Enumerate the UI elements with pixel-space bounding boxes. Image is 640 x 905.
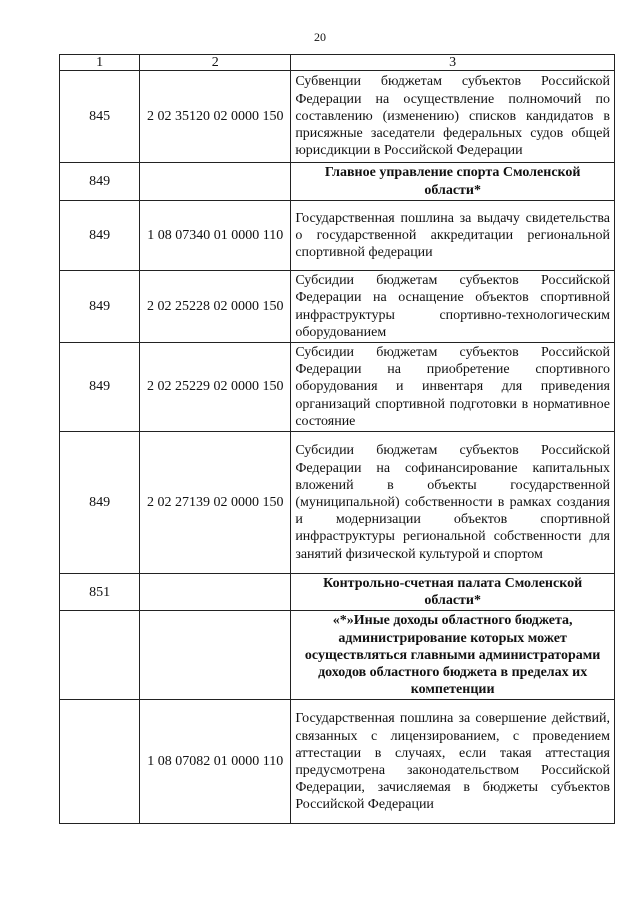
admin-code-cell <box>60 611 140 700</box>
revenue-table <box>59 54 615 824</box>
admin-code-cell: 845 <box>60 71 140 163</box>
footnote-heading-cell: «*»Иные доходы областного бюджета, администрирование которых может осуществляться главными администраторами доходов областного бюджета в пределах их компетенции <box>291 611 615 700</box>
kbk-code-cell: 2 02 35120 02 0000 150 <box>140 71 291 163</box>
kbk-code-cell <box>140 611 291 700</box>
admin-code-cell: 849 <box>60 343 140 432</box>
description-cell: Субсидии бюджетам субъектов Российской Федерации на приобретение спортивного оборудования и инвентаря для приведения организаций спортивной подготовки в нормативное состояние <box>291 343 615 432</box>
table-row <box>60 201 615 271</box>
description-cell: Субвенции бюджетам субъектов Российской Федерации на осуществление полномочий по составлению (изменению) списков кандидатов в присяжные заседатели федеральных судов общей юрисдикции в Российской Федерации <box>291 71 615 163</box>
page-number: 20 <box>314 30 326 44</box>
table-row <box>60 611 615 700</box>
table-row <box>60 271 615 343</box>
kbk-code-cell <box>140 163 291 201</box>
kbk-code-cell: 2 02 25229 02 0000 150 <box>140 343 291 432</box>
kbk-code-cell: 1 08 07340 01 0000 110 <box>140 201 291 271</box>
header-col-2: 2 <box>140 55 291 71</box>
admin-code-cell <box>60 700 140 824</box>
table-row <box>60 163 615 201</box>
description-cell: Государственная пошлина за совершение действий, связанных с лицензированием, с проведением аттестации в случаях, если такая аттестация предусмотрена законодательством Российской Федерации, зачисляемая в бюджеты субъектов Российской Федерации <box>291 700 615 824</box>
header-col-3: 3 <box>291 55 615 71</box>
table-row <box>60 432 615 574</box>
table-row <box>60 574 615 611</box>
admin-code-cell: 849 <box>60 271 140 343</box>
header-col-1: 1 <box>60 55 140 71</box>
admin-code-cell: 849 <box>60 201 140 271</box>
kbk-code-cell: 2 02 25228 02 0000 150 <box>140 271 291 343</box>
kbk-code-cell: 1 08 07082 01 0000 110 <box>140 700 291 824</box>
table-row <box>60 71 615 163</box>
description-cell: Государственная пошлина за выдачу свидетельства о государственной аккредитации региональной спортивной федерации <box>291 201 615 271</box>
kbk-code-cell: 2 02 27139 02 0000 150 <box>140 432 291 574</box>
description-cell: Субсидии бюджетам субъектов Российской Федерации на софинансирование капитальных вложений в объекты государственной (муниципальной) собственности в рамках создания и модернизации объектов спортивной инфраструктуры региональной собственности для занятий физической культурой и спортом <box>291 432 615 574</box>
admin-code-cell: 851 <box>60 574 140 611</box>
section-heading-cell: Главное управление спорта Смоленской области* <box>291 163 615 201</box>
table-header-row <box>60 55 615 71</box>
description-cell: Субсидии бюджетам субъектов Российской Федерации на оснащение объектов спортивной инфраструктуры спортивно-технологическим оборудованием <box>291 271 615 343</box>
section-heading-cell: Контрольно-счетная палата Смоленской области* <box>291 574 615 611</box>
kbk-code-cell <box>140 574 291 611</box>
table-row <box>60 343 615 432</box>
admin-code-cell: 849 <box>60 432 140 574</box>
table-row <box>60 700 615 824</box>
admin-code-cell: 849 <box>60 163 140 201</box>
